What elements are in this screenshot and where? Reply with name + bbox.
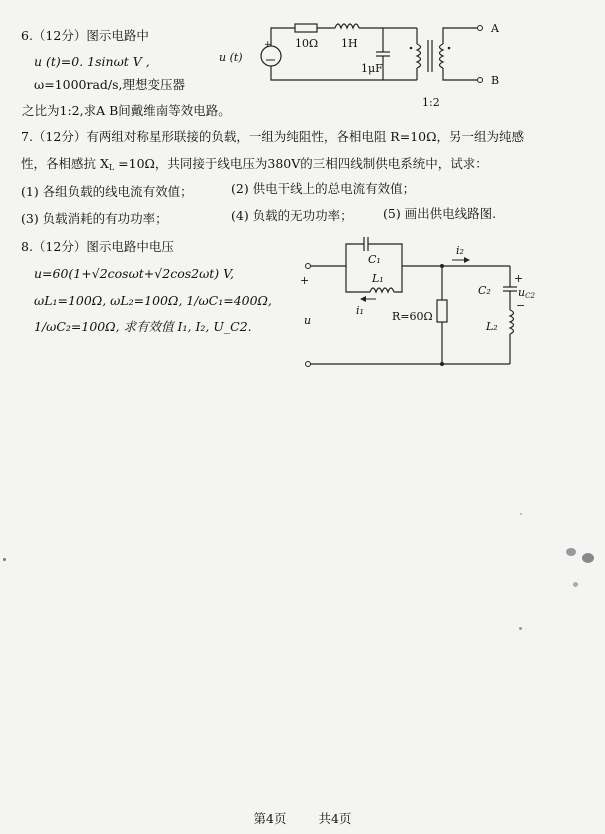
q8-uc2-plus: + xyxy=(514,272,524,285)
q7-line1: 7.（12分）有两组对称星形联接的负载，一组为纯阻性，各相电阻 R=10Ω，另一组为纯感 xyxy=(21,129,524,144)
q7-line2-start: 性，各相感抗 X xyxy=(21,156,109,171)
scan-speck xyxy=(519,627,522,630)
q8-l1-label: L₁ xyxy=(372,272,384,285)
q6-terminal-a-label: A xyxy=(491,22,499,35)
terminal-b xyxy=(478,78,483,83)
q8-resistor xyxy=(437,300,447,322)
q8-header: 8.（12分）图示电路中电压 xyxy=(21,239,174,254)
svg-text:+: + xyxy=(264,40,272,50)
q6-header: 6.（12分）图示电路中 xyxy=(21,28,149,43)
q8-u-label: u xyxy=(304,314,312,327)
scan-speck xyxy=(582,553,594,563)
q6-resistor xyxy=(295,24,317,32)
page-footer xyxy=(0,809,605,827)
scan-speck xyxy=(3,558,6,561)
q6-capacitor-label: 1μF xyxy=(361,62,383,75)
q8-line3: 1/ωC₂=100Ω, 求有效值 I₁, I₂, U_C2. xyxy=(34,319,252,334)
q6-line2: ω=1000rad/s,理想变压器 xyxy=(34,77,186,92)
page-number: 第4页 xyxy=(253,811,287,826)
q6-terminal-b-label: B xyxy=(491,74,500,87)
q6-inductor xyxy=(335,24,359,28)
q8-l2-label: L₂ xyxy=(486,320,498,333)
terminal-a xyxy=(478,26,483,31)
q8-uc2-minus: − xyxy=(516,299,526,312)
q8-line1: u=60(1+√2cosωt+√2cos2ωt) V, xyxy=(34,266,234,281)
q6-resistor-label: 10Ω xyxy=(295,37,319,50)
q8-input-terminal-top xyxy=(306,264,311,269)
q8-plus-label: + xyxy=(300,274,310,287)
q7-item-4: (4) 负载的无功功率； xyxy=(231,208,353,223)
q8-resistor-label: R=60Ω xyxy=(392,310,433,323)
q7-line2-rest: =10Ω，共同接于线电压为380V的三相四线制供电系统中，试求： xyxy=(114,156,488,171)
q8-input-terminal-bottom xyxy=(306,362,311,367)
q6-ratio-label: 1:2 xyxy=(422,96,440,109)
q7-line2-sub: L xyxy=(108,163,115,172)
q8-c2-label: C₂ xyxy=(478,284,491,297)
q8-i1-label: i₁ xyxy=(356,304,364,317)
q6-circuit-diagram xyxy=(215,10,515,110)
q6-transformer-primary xyxy=(417,44,421,68)
page-total: 共4页 xyxy=(318,811,352,826)
scan-speck xyxy=(520,513,522,515)
q6-transformer-secondary xyxy=(440,44,444,68)
q6-line3: 之比为1:2,求A B间戴维南等效电路。 xyxy=(22,103,231,118)
q8-c1-label: C₁ xyxy=(368,253,381,266)
q8-line2: ωL₁=100Ω, ωL₂=100Ω, 1/ωC₁=400Ω, xyxy=(34,293,272,308)
q7-item-3: (3) 负载消耗的有功功率； xyxy=(21,211,168,226)
q6-source-label: u (t) xyxy=(219,51,243,64)
q6-inductor-label: 1H xyxy=(341,37,358,50)
q8-l1-inductor xyxy=(370,288,394,292)
scan-speck xyxy=(566,548,576,556)
q7-line2 xyxy=(21,158,488,172)
q8-l2-inductor xyxy=(510,310,514,334)
q8-uc2-label: uC2 xyxy=(518,286,535,300)
q7-item-1: (1) 各组负载的线电流有效值； xyxy=(21,184,193,199)
q8-i2-label: i₂ xyxy=(456,244,464,257)
q7-item-5: (5) 画出供电线路图. xyxy=(383,206,497,221)
q8-circuit-diagram xyxy=(298,226,553,376)
scan-speck xyxy=(573,582,578,587)
q7-item-2: (2) 供电干线上的总电流有效值； xyxy=(231,181,416,196)
q6-line1: u (t)=0. 1sinωt V , xyxy=(34,54,150,69)
